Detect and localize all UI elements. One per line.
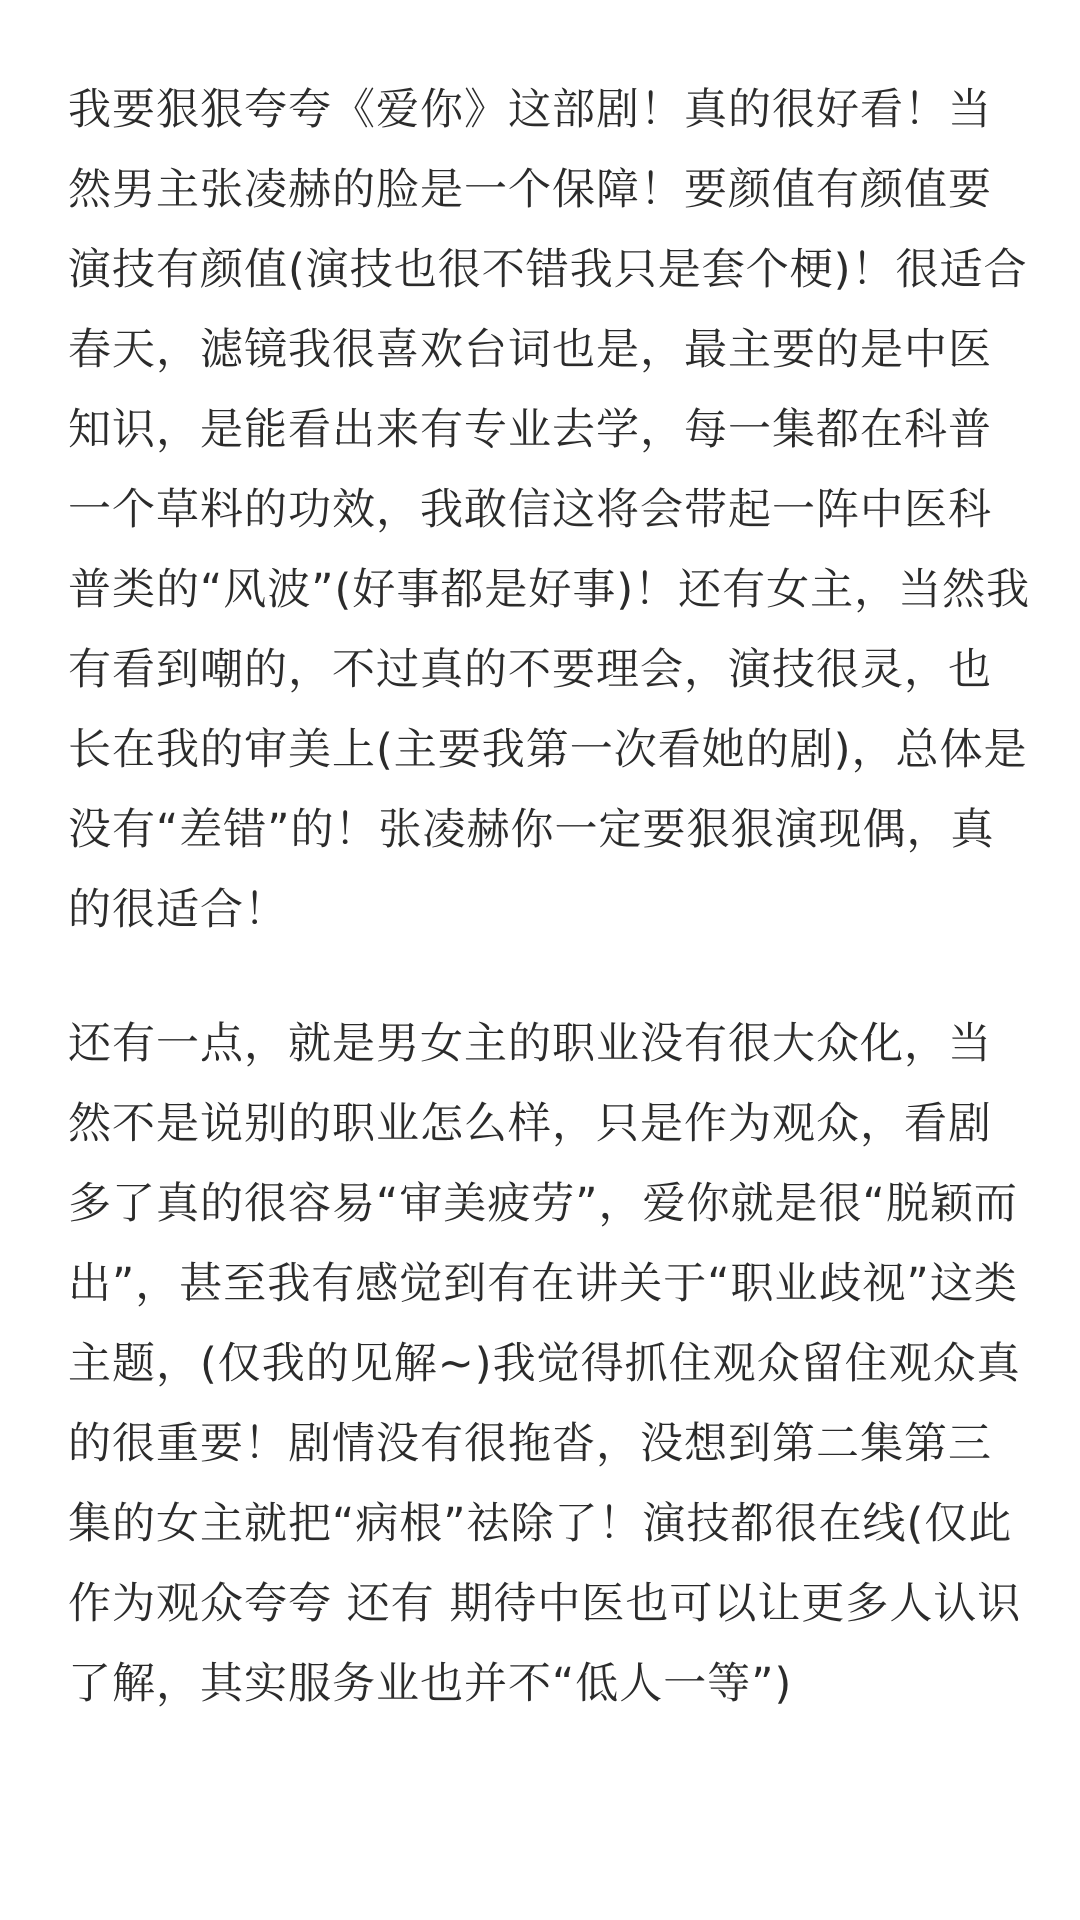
text-line: 出”，甚至我有感觉到有在讲关于“职业歧视”这类 [68,1259,1018,1309]
text-line: 一个草料的功效，我敢信这将会带起一阵中医科 [68,485,992,535]
text-line: 知识，是能看出来有专业去学，每一集都在科普 [68,405,992,455]
paragraph-gap [68,950,1028,1004]
text-line: 的很适合！ [68,885,288,935]
text-line: 有看到嘲的，不过真的不要理会，演技很灵，也 [68,645,992,695]
text-line: 多了真的很容易“审美疲劳”，爱你就是很“脱颖而 [68,1179,1018,1229]
text-line: 普类的“风波”(好事都是好事)！还有女主，当然我 [68,565,1031,615]
post-body [68,70,1031,1724]
text-line: 没有“差错”的！张凌赫你一定要狠狠演现偶，真 [68,805,995,855]
text-line: 的很重要！剧情没有很拖沓，没想到第二集第三 [68,1419,992,1469]
text-line: 我要狠狠夸夸《爱你》这部剧！真的很好看！当 [68,85,992,135]
paragraph-1 [68,70,1031,950]
text-line: 春天，滤镜我很喜欢台词也是，最主要的是中医 [68,325,992,375]
text-line: 还有一点，就是男女主的职业没有很大众化，当 [68,1019,992,1069]
text-line: 演技有颜值(演技也很不错我只是套个梗)！很适合 [68,245,1028,295]
text-line: 了解，其实服务业也并不“低人一等”) [68,1659,793,1709]
text-line: 然不是说别的职业怎么样，只是作为观众，看剧 [68,1099,992,1149]
paragraph-2 [68,1004,1028,1724]
text-line: 集的女主就把“病根”祛除了！演技都很在线(仅此 [68,1499,1013,1549]
text-line: 长在我的审美上(主要我第一次看她的剧)，总体是 [68,725,1028,775]
text-line: 主题，(仅我的见解~)我觉得抓住观众留住观众真 [68,1339,1021,1389]
text-line: 然男主张凌赫的脸是一个保障！要颜值有颜值要 [68,165,992,215]
text-line: 作为观众夸夸 还有 期待中医也可以让更多人认识 [68,1579,1022,1629]
